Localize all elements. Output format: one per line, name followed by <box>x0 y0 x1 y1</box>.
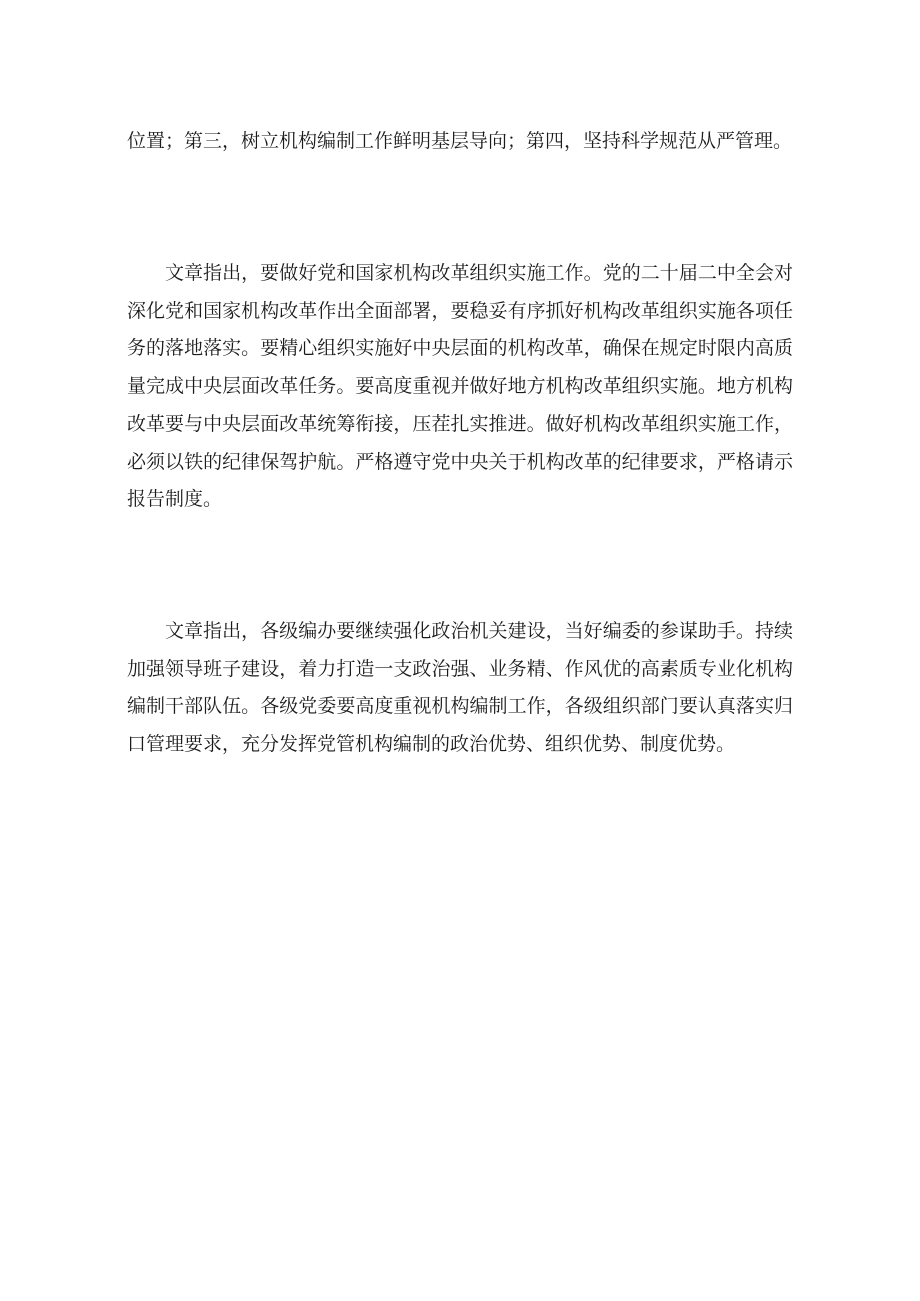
paragraph-institutional-reform: 文章指出，要做好党和国家机构改革组织实施工作。党的二十届二中全会对深化党和国家机构改革作出全面部署，要稳妥有序抓好机构改革组织实施各项任务的落地落实。要精心组织实施好中央层面的机构改革，确保在规定时限内高质量完成中央层面改革任务。要高度重视并做好地方机构改革组织实施。地方机构改革要与中央层面改革统筹衔接，压茬扎实推进。做好机构改革组织实施工作，必须以铁的纪律保驾护航。严格遵守党中央关于机构改革的纪律要求，严格请示报告制度。 <box>127 262 793 511</box>
paragraph-continued: 位置；第三，树立机构编制工作鲜明基层导向；第四，坚持科学规范从严管理。 <box>127 130 793 152</box>
paragraph-staffing-office: 文章指出，各级编办要继续强化政治机关建设，当好编委的参谋助手。持续加强领导班子建设，着力打造一支政治强、业务精、作风优的高素质专业化机构编制干部队伍。各级党委要高度重视机构编制工作，各级组织部门要认真落实归口管理要求，充分发挥党管机构编制的政治优势、组织优势、制度优势。 <box>127 620 793 756</box>
